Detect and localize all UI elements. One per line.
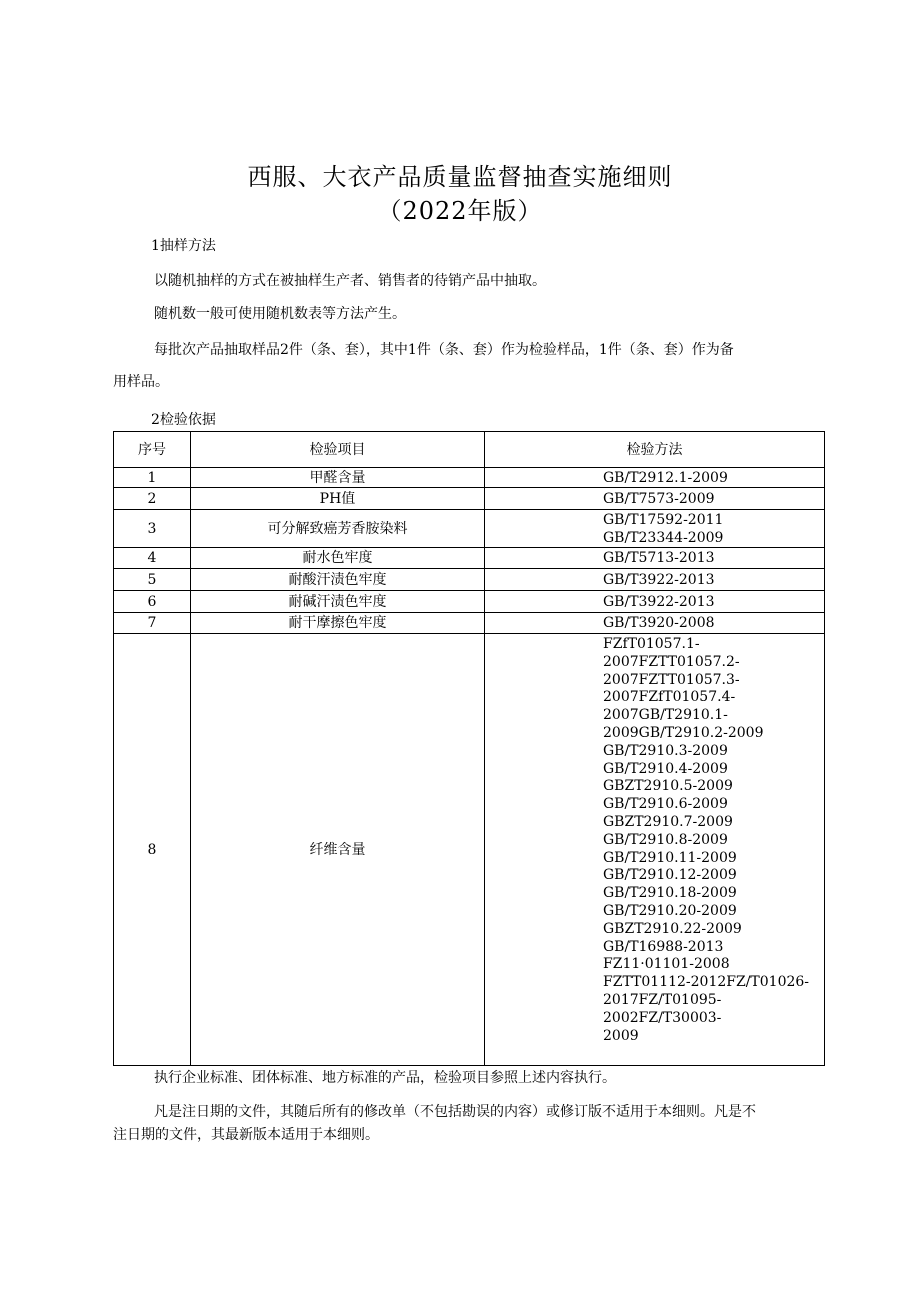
section-heading-basis: 2检验依据 [151, 412, 216, 428]
method-line: GB/T5713-2013 [603, 550, 715, 566]
method-line: 2009 [603, 1027, 639, 1044]
header-method: 检验方法 [485, 432, 825, 468]
method-line: GB/T2910.18-2009 [603, 885, 737, 902]
table-row [114, 634, 825, 1066]
row-item: 可分解致癌芳香胺染料 [191, 510, 485, 548]
method-line: GB/T3922-2013 [603, 571, 715, 588]
header-item: 检验项目 [191, 432, 485, 468]
row-method [485, 613, 825, 634]
sampling-paragraph-continued: 用样品。 [113, 374, 169, 390]
method-line: GB/T17592-2011 [603, 511, 724, 528]
row-item: 耐干摩擦色牢度 [191, 613, 485, 634]
row-item: PH值 [191, 488, 485, 510]
table-row [114, 569, 825, 591]
row-method [485, 591, 825, 613]
table-row [114, 468, 825, 488]
method-line: GBZT2910.7-2009 [603, 813, 733, 830]
table-row [114, 548, 825, 569]
method-line: 2009GB/T2910.2-2009 [603, 724, 764, 741]
row-item: 耐碱汗渍色牢度 [191, 591, 485, 613]
sampling-paragraph: 每批次产品抽取样品2件（条、套），其中1件（条、套）作为检验样品，1件（条、套）作为备 [154, 342, 734, 358]
method-line: GB/T2910.3-2009 [603, 742, 728, 759]
sampling-paragraph: 随机数一般可使用随机数表等方法产生。 [154, 306, 406, 322]
method-line: GB/T2910.12-2009 [603, 867, 737, 884]
header-no: 序号 [114, 432, 191, 468]
method-line: GB/T2910.4-2009 [603, 760, 728, 777]
method-line: GB/T2912.1-2009 [603, 469, 728, 486]
table-row [114, 613, 825, 634]
note-paragraph: 凡是注日期的文件，其随后所有的修改单（不包括勘误的内容）或修订版不适用于本细则。凡是不 [154, 1104, 756, 1120]
row-method [485, 548, 825, 569]
method-line: 2007GB/T2910.1- [603, 707, 728, 724]
document-title-edition: （2022年版） [377, 197, 543, 225]
method-line: FZfT01057.1-2007FZTT01057.2- [603, 636, 740, 670]
method-line: GB/T16988-2013 [603, 938, 724, 955]
row-no: 5 [114, 569, 191, 591]
row-method [485, 510, 825, 548]
method-line: GB/T23344-2009 [603, 529, 724, 546]
method-line: 2007FZTT01057.3- [603, 671, 740, 688]
note-paragraph: 执行企业标准、团体标准、地方标准的产品，检验项目参照上述内容执行。 [154, 1070, 616, 1086]
method-line: GB/T7573-2009 [603, 490, 715, 507]
note-paragraph-continued: 注日期的文件，其最新版本适用于本细则。 [113, 1127, 379, 1143]
row-no: 6 [114, 591, 191, 613]
method-line: GBZT2910.5-2009 [603, 778, 733, 795]
row-method-list [485, 634, 825, 1066]
row-method [485, 488, 825, 510]
row-item: 耐水色牢度 [191, 548, 485, 569]
method-line: GB/T3922-2013 [603, 593, 715, 610]
table-header-row [114, 432, 825, 468]
row-item: 甲醛含量 [191, 468, 485, 488]
row-item: 纤维含量 [191, 634, 485, 1066]
section-heading-sampling: 1抽样方法 [151, 238, 216, 254]
inspection-table [113, 431, 825, 1066]
row-no: 2 [114, 488, 191, 510]
method-line: GB/T2910.20-2009 [603, 902, 737, 919]
row-no: 1 [114, 468, 191, 488]
row-item: 耐酸汗渍色牢度 [191, 569, 485, 591]
row-no: 4 [114, 548, 191, 569]
method-line: GBZT2910.22-2009 [603, 920, 742, 937]
row-no: 7 [114, 613, 191, 634]
method-line: 2017FZ/T01095-2002FZ/T30003- [603, 991, 722, 1026]
method-line: 2007FZfT01057.4- [603, 689, 736, 706]
row-no: 8 [114, 634, 191, 1066]
table-row [114, 510, 825, 548]
row-no: 3 [114, 510, 191, 548]
method-line: GB/T3920-2008 [603, 615, 715, 631]
method-line: GB/T2910.8-2009 [603, 831, 728, 848]
method-line: FZ11·01101-2008 [603, 956, 730, 973]
method-line: GB/T2910.11-2009 [603, 849, 737, 866]
table-row [114, 488, 825, 510]
row-method [485, 569, 825, 591]
method-line: FZTT01112-2012FZ/T01026- [603, 974, 810, 991]
method-line: GB/T2910.6-2009 [603, 796, 728, 813]
document-title: 西服、大衣产品质量监督抽查实施细则 [247, 163, 673, 191]
sampling-paragraph: 以随机抽样的方式在被抽样生产者、销售者的待销产品中抽取。 [154, 273, 546, 289]
row-method [485, 468, 825, 488]
table-row [114, 591, 825, 613]
